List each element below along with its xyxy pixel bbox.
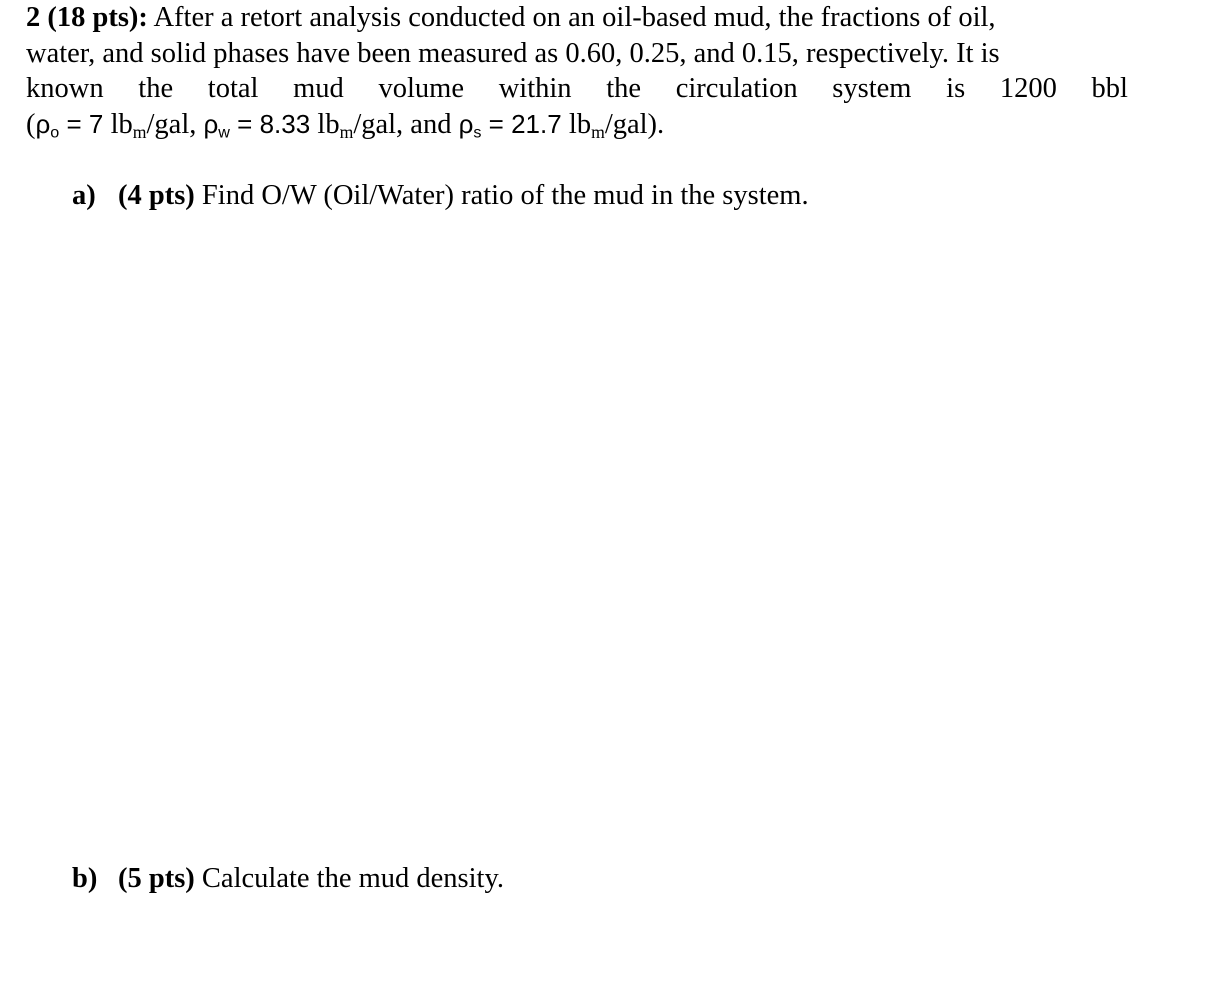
part-b-points: (5 pts)	[118, 863, 195, 894]
line-3-word: system	[832, 73, 912, 104]
question-line-2: water, and solid phases have been measured as 0.60, 0.25, and 0.15, respectively. It is	[26, 37, 1000, 69]
line-3-word: mud	[293, 73, 344, 104]
question-line-1	[26, 0, 1128, 36]
part-b-text: Calculate the mud density.	[194, 863, 504, 894]
line-3-word: the	[606, 73, 642, 104]
rho-o-symbol: $\rho_o = 7$	[35, 108, 111, 141]
rho-o-subscript: o	[50, 123, 60, 141]
question-line-1-text: After a retort analysis conducted on an oil-based mud, the fractions of oil,	[147, 2, 996, 33]
rho-o-value: = 7	[59, 108, 111, 139]
unit-3: $lb_m/gal$).	[568, 108, 665, 142]
line-3-word: circulation	[675, 73, 798, 104]
question-line-3	[26, 71, 1128, 107]
part-a-label: a)	[72, 180, 96, 211]
question-2	[26, 0, 1128, 142]
rho-s-value: = 21.7	[481, 108, 569, 139]
part-a	[72, 178, 809, 213]
line-3-word: is	[946, 73, 966, 104]
part-a-points: (4 pts)	[118, 180, 195, 211]
rho-w-value: = 8.33	[229, 108, 318, 139]
rho-s-subscript: s	[473, 123, 482, 141]
rho-w-symbol: $\rho_w = 8.33$	[203, 108, 318, 141]
line-3-word: 1200	[999, 73, 1057, 104]
line-3-word: bbl	[1091, 73, 1128, 104]
part-b	[72, 861, 504, 896]
question-number-points: 2 (18 pts):	[26, 2, 148, 33]
question-line-4	[26, 107, 1128, 143]
line-3-word: total	[207, 73, 259, 104]
unit-1: $lb_m$/gal,	[110, 108, 204, 142]
part-a-text: Find O/W (Oil/Water) ratio of the mud in the system.	[194, 180, 809, 211]
line-3-word: within	[498, 73, 572, 104]
line-3-word: known	[26, 73, 104, 104]
rho-w-subscript: w	[218, 123, 230, 141]
unit-2: $lb_m$/gal, and	[317, 108, 459, 142]
rho-s-symbol: $\rho_s = 21.7$	[458, 108, 569, 141]
open-paren: (	[26, 108, 36, 140]
line-3-word: the	[138, 73, 174, 104]
part-b-label: b)	[72, 863, 98, 894]
line-3-word: volume	[378, 73, 464, 104]
